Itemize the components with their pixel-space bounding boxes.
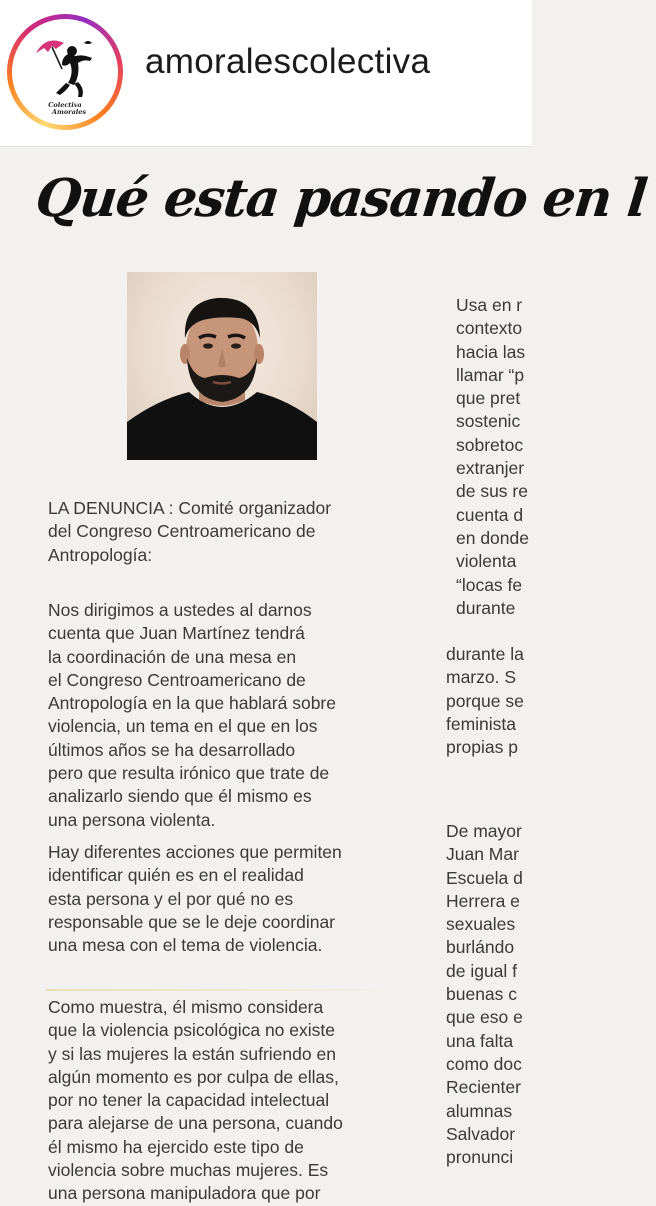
text-line: alumnas <box>446 1100 513 1121</box>
text-line: violencia sobre muchas mujeres. Es <box>48 1160 329 1181</box>
text-line: LA DENUNCIA : Comité organizador <box>48 498 332 518</box>
text-line: cuenta que Juan Martínez tendrá <box>48 623 305 644</box>
svg-text:Amorales: Amorales <box>51 108 87 116</box>
text-line: del Congreso Centroamericano de <box>48 521 316 542</box>
text-line: pero que resulta irónico que trate de <box>48 763 330 784</box>
text-line: Hay diferentes acciones que permiten <box>48 842 342 862</box>
text-line: una mesa con el tema de violencia. <box>48 935 323 956</box>
article-image <box>0 148 649 1204</box>
highlight-divider <box>46 989 406 991</box>
text-line: violenta <box>456 551 517 572</box>
text-line: Recienter <box>446 1077 521 1098</box>
text-line: por no tener la capacidad intelectual <box>48 1090 330 1111</box>
text-line: responsable que se le deje coordinar <box>48 911 335 932</box>
right-column-block-3 <box>446 820 646 1169</box>
text-line: que la violencia psicológica no existe <box>48 1020 335 1041</box>
body-paragraph-1 <box>48 599 408 832</box>
portrait-photo <box>127 272 317 460</box>
text-line: algún momento es por culpa de ellas, <box>48 1066 339 1087</box>
text-line: contexto <box>456 318 523 339</box>
text-line: Salvador <box>446 1123 516 1144</box>
text-line: que eso e <box>446 1007 523 1028</box>
text-line: y si las mujeres la están sufriendo en <box>48 1043 336 1064</box>
body-paragraph-2 <box>48 841 408 957</box>
text-line: una falta <box>446 1030 514 1051</box>
text-line: una persona manipuladora que por <box>48 1183 321 1204</box>
text-line: Antropología: <box>48 544 153 565</box>
text-line: sexuales <box>446 914 516 935</box>
text-line: analizarlo siendo que él mismo es <box>48 786 312 807</box>
profile-avatar[interactable] <box>7 14 123 130</box>
text-line: la coordinación de una mesa en <box>48 646 297 667</box>
text-line: en donde <box>456 527 529 548</box>
text-line: Juan Mar <box>446 844 519 865</box>
text-line: llamar “p <box>456 364 525 385</box>
text-line: extranjer <box>456 458 525 479</box>
text-line: marzo. S <box>446 667 517 688</box>
profile-header <box>0 0 532 147</box>
header-divider <box>0 146 532 147</box>
text-line: que pret <box>456 388 521 409</box>
text-line: burlándo <box>446 937 515 958</box>
article-headline: Qué esta pasando en l <box>32 168 649 229</box>
text-line: buenas c <box>446 984 518 1005</box>
text-line: como doc <box>446 1053 522 1074</box>
text-line: últimos años se ha desarrollado <box>48 739 296 760</box>
text-line: violencia, un tema en el que en los <box>48 716 318 737</box>
text-line: hacia las <box>456 341 526 362</box>
text-line: Como muestra, él mismo considera <box>48 997 324 1017</box>
right-column-block-2 <box>446 643 646 759</box>
text-line: Herrera e <box>446 890 520 911</box>
text-line: porque se <box>446 690 524 711</box>
text-line: “locas fe <box>456 574 523 595</box>
body-paragraph-3 <box>48 996 408 1206</box>
text-line: De mayor <box>446 821 522 841</box>
text-line: durante la <box>446 644 524 664</box>
umbrella-figure-logo-icon <box>22 27 108 117</box>
avatar-inner <box>12 19 118 125</box>
text-line: Escuela d <box>446 867 523 888</box>
text-line: sostenic <box>456 411 521 432</box>
text-line: esta persona y el por qué no es <box>48 888 294 909</box>
text-line: el Congreso Centroamericano de <box>48 669 306 690</box>
text-line: pronunci <box>446 1147 514 1168</box>
profile-username[interactable]: amoralescolectiva <box>145 42 431 81</box>
text-line: para alejarse de una persona, cuando <box>48 1113 343 1134</box>
text-line: de igual f <box>446 960 518 981</box>
svg-text:Colectiva: Colectiva <box>48 101 82 109</box>
text-line: propias p <box>446 737 518 758</box>
denuncia-heading-paragraph <box>48 497 408 567</box>
text-line: Usa en r <box>456 295 523 315</box>
text-line: él mismo ha ejercido este tipo de <box>48 1136 304 1157</box>
text-line: de sus re <box>456 481 528 502</box>
text-line: cuenta d <box>456 504 524 525</box>
text-line: feminista <box>446 713 517 734</box>
text-line: identificar quién es en el realidad <box>48 865 304 886</box>
text-line: durante <box>456 597 516 618</box>
text-line: Nos dirigimos a ustedes al darnos <box>48 600 312 620</box>
text-line: Antropología en la que hablará sobre <box>48 693 336 714</box>
portrait-illustration <box>127 272 317 460</box>
text-line: una persona violenta. <box>48 809 216 830</box>
right-column-block-1 <box>456 294 656 620</box>
text-line: sobretoc <box>456 434 524 455</box>
